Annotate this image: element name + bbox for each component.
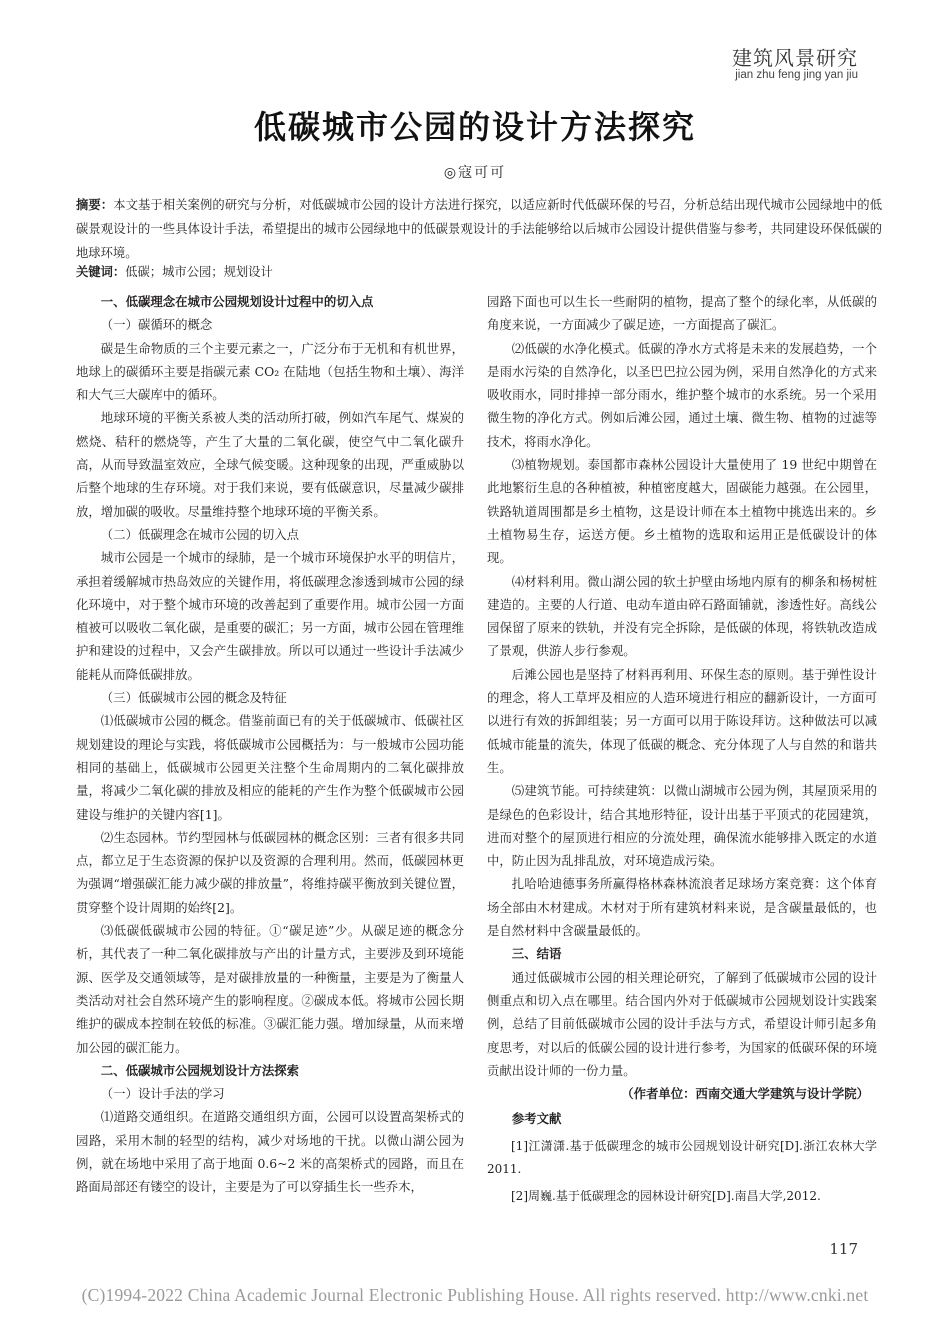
abstract-text: 本文基于相关案例的研究与分析，对低碳城市公园的设计方法进行探究，以适应新时代低碳环保的号召，分析总结出现代城市公园绿地中的低碳景观设计的一些具体设计手法，希望提出的城市公园绿地中的低碳景观设计的手法能够给以后城市公园设计提供借鉴与参考，共同建设环保低碳的地球环境。 <box>76 198 882 260</box>
journal-name-cn: 建筑风景研究 <box>732 46 858 70</box>
paragraph: ⑶植物规划。泰国都市森林公园设计大量使用了 19 世纪中期曾在此地繁衍生息的各种植被，种植密度越大，固碳能力越强。在公园里，铁路轨道周围都是乡土植物，这是设计师在本土植物中挑选出来的。乡土植物易生存，运送方便。乡土植物的选取和运用正是低碳设计的体现。 <box>487 457 877 566</box>
paragraph: ⑴低碳城市公园的概念。借鉴前面已有的关于低碳城市、低碳社区规划建设的理论与实践，将低碳城市公园概括为：与一般城市公园功能相同的基础上，低碳城市公园更关注整个生命周期内的二氧化碳排放量，将减少二氧化碳的排放及相应的能耗的产生作为整个低碳城市公园建设与维护的关键内容[1]。 <box>76 713 464 822</box>
abstract <box>76 193 882 265</box>
article-title: 低碳城市公园的设计方法探究 <box>253 108 696 146</box>
keywords <box>76 262 273 282</box>
paragraph: 城市公园是一个城市的绿肺，是一个城市环境保护水平的明信片，承担着缓解城市热岛效应的关键作用，将低碳理念渗透到城市公园的绿化环境中，对于整个城市环境的改善起到了重要作用。城市公园一方面植被可以吸收二氧化碳，是重要的碳汇；另一方面，城市公园在管理维护和建设的过程中，又会产生碳排放。所以可以通过一些设计手法减少能耗从而降低碳排放。 <box>76 550 464 682</box>
paragraph: 通过低碳城市公园的相关理论研究，了解到了低碳城市公园的设计侧重点和切入点在哪里。结合国内外对于低碳城市公园规划设计实践案例，总结了目前低碳城市公园的设计手法与方式，希望设计师引起多角度思考，对以后的低碳公园的设计进行参考，为国家的低碳环保的环境贡献出设计师的一份力量。 <box>487 969 877 1078</box>
paragraph: 后滩公园也是坚持了材料再利用、环保生态的原则。基于弹性设计的理念，将人工草坪及相应的人造环境进行相应的翻新设计，一方面可以进行有效的拆卸组装；另一方面可以用于陈设拜访。这种做法可以减低城市能量的流失，体现了低碳的概念、充分体现了人与自然的和谐共生。 <box>487 666 877 775</box>
keywords-text: 低碳；城市公园；规划设计 <box>125 265 273 279</box>
subsection-heading: （二）低碳理念在城市公园的切入点 <box>100 526 300 542</box>
paragraph: 地球环境的平衡关系被人类的活动所打破，例如汽车尾气、煤炭的燃烧、秸秆的燃烧等，产生了大量的二氧化碳，使空气中二氧化碳升高，从而导致温室效应，全球气候变暖。这种现象的出现，严重威胁以后整个地球的生存环境。对于我们来说，要有低碳意识，尽量减少碳排放，增加碳的吸收。尽量维持整个地球环境的平衡关系。 <box>76 410 464 519</box>
paragraph: 扎哈哈迪德事务所赢得格林森林流浪者足球场方案竞赛：这个体育场全部由木材建成。木材对于所有建筑材料来说，是含碳量最低的，也是自然材料中含碳量最低的。 <box>487 876 877 939</box>
article-author: ◎寇可可 <box>443 165 507 181</box>
reference-item: [1]江潇潇.基于低碳理念的城市公园规划设计研究[D].浙江农林大学 2011. <box>487 1138 877 1176</box>
paragraph: ⑸建筑节能。可持续建筑：以微山湖城市公园为例，其屋顶采用的是绿色的色彩设计，结合其地形特征，设计出基于平顶式的花园建筑，进而对整个的屋顶进行相应的分流处理，确保流水能够排入既定的水道中，防止因为乱排乱放，对环境造成污染。 <box>487 783 877 869</box>
page-number: 117 <box>829 1240 858 1258</box>
author-affiliation: （作者单位：西南交通大学建筑与设计学院） <box>621 1086 869 1102</box>
subsection-heading: （一）设计手法的学习 <box>100 1086 225 1102</box>
reference-item: [2]周巍.基于低碳理念的园林设计研究[D].南昌大学,2012. <box>511 1189 821 1204</box>
section-heading: 三、结语 <box>511 946 562 962</box>
paragraph: ⑵生态园林。节约型园林与低碳园林的概念区别：三者有很多共同点，都立足于生态资源的保护以及资源的合理利用。然而，低碳园林更为强调“增强碳汇能力减少碳的排放量”，将维持碳平衡放到关键位置，贯穿整个设计周期的始终[2]。 <box>76 829 464 915</box>
keywords-label: 关键词： <box>76 265 126 279</box>
paragraph: 碳是生命物质的三个主要元素之一，广泛分布于无机和有机世界，地球上的碳循环主要是指碳元素 CO₂ 在陆地（包括生物和土壤）、海洋和大气三大碳库中的循环。 <box>76 340 464 403</box>
paragraph: ⑵低碳的水净化模式。低碳的净水方式将是未来的发展趋势，一个是雨水污染的自然净化，以圣巴巴拉公园为例，采用自然净化的方式来吸收雨水，同时排掉一部分雨水，维护整个城市的水系统。另一个采用微生物的净化方式。例如后滩公园，通过土壤、微生物、植物的过滤等技术，将雨水净化。 <box>487 340 877 449</box>
subsection-heading: （一）碳循环的概念 <box>100 317 213 333</box>
abstract-label: 摘要： <box>76 198 114 212</box>
paragraph: ⑴道路交通组织。在道路交通组织方面，公园可以设置高架桥式的园路，采用木制的轻型的结构，减少对场地的干扰。以微山湖公园为例，就在场地中采用了高于地面 0.6~2 米的高架桥式的园路，而且在路面局部还有镂空的设计，主要是为了可以穿插生长一些乔木， <box>76 1109 464 1195</box>
paragraph: ⑷材料利用。微山湖公园的软土护壁由场地内原有的柳条和杨树桩建造的。主要的人行道、电动车道由碎石路面铺就，渗透性好。高线公园保留了原来的铁轨，并没有完全拆除，是低碳的体现，将铁轨改造成了景观，供游人步行参观。 <box>487 573 877 659</box>
section-heading: 一、低碳理念在城市公园规划设计过程中的切入点 <box>100 294 374 309</box>
left-column <box>76 290 464 1199</box>
right-column <box>487 290 877 1209</box>
paragraph: 园路下面也可以生长一些耐阴的植物，提高了整个的绿化率，从低碳的角度来说，一方面减少了碳足迹，一方面提高了碳汇。 <box>487 294 877 333</box>
section-heading: 二、低碳城市公园规划设计方法探索 <box>100 1062 300 1078</box>
journal-name-pinyin: jian zhu feng jing yan jiu <box>735 69 858 81</box>
paragraph: ⑶低碳低碳城市公园的特征。①“碳足迹”少。从碳足迹的概念分析，其代表了一种二氧化碳排放与产出的计量方式，主要涉及到环境能源、医学及交通领域等，是对碳排放量的一种衡量，主要是为了衡量人类活动对社会自然环境产生的影响程度。②碳成本低。将城市公园长期维护的碳成本控制在较低的标准。③碳汇能力强。增加绿量，从而来增加公园的碳汇能力。 <box>76 923 464 1055</box>
copyright-footer: (C)1994-2022 China Academic Journal Electronic Publishing House. All rights reserved. http://www.cnki.net <box>81 1285 869 1305</box>
subsection-heading: （三）低碳城市公园的概念及特征 <box>100 690 287 706</box>
references-heading: 参考文献 <box>511 1111 562 1127</box>
